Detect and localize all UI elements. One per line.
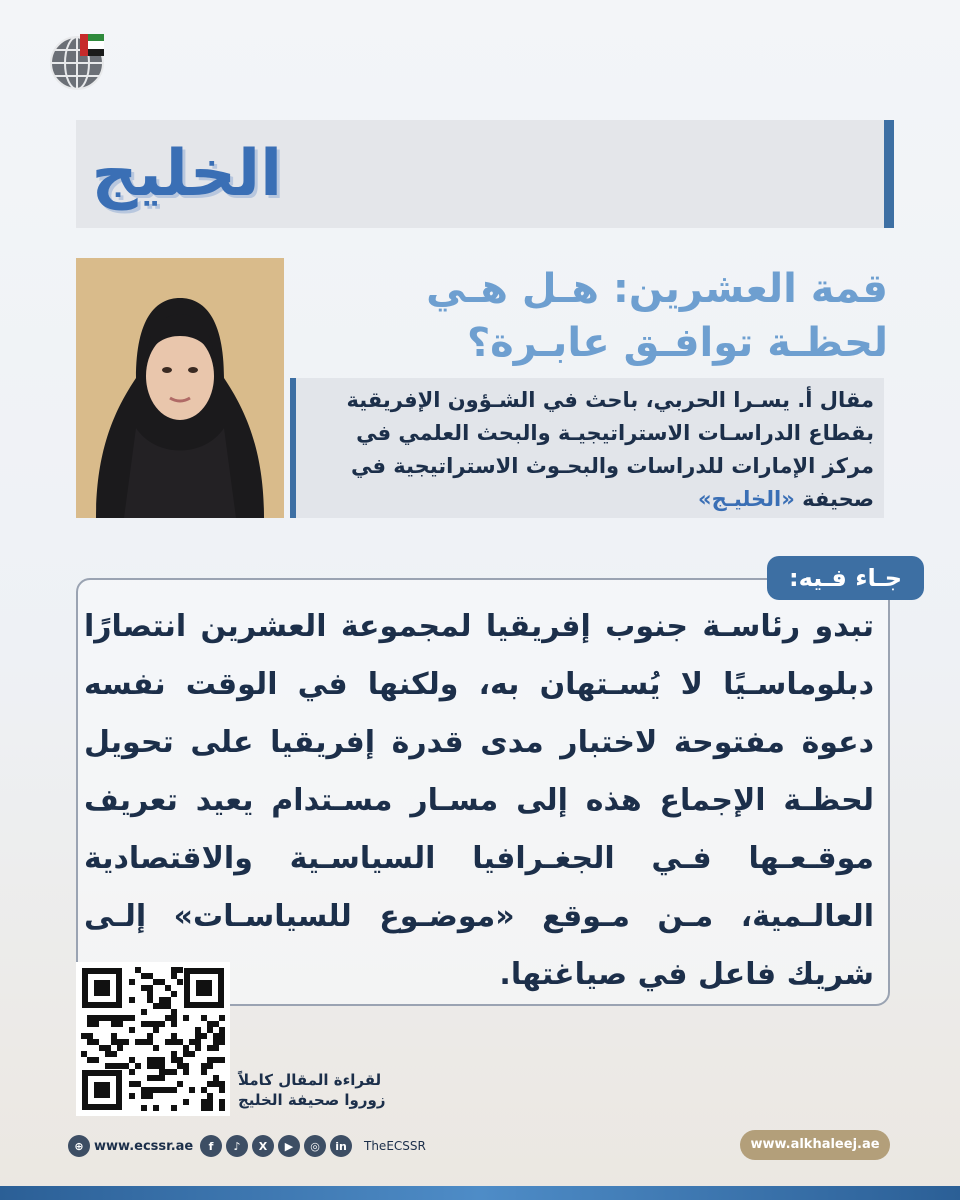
- byline-box: [290, 378, 884, 518]
- byline-paper-name: «الخليـج»: [698, 487, 795, 511]
- byline-accent-bar: [290, 378, 296, 518]
- instagram-icon[interactable]: ◎: [304, 1135, 326, 1157]
- footer-website-left-text: www.ecssr.ae: [94, 1138, 194, 1154]
- tiktok-icon[interactable]: ♪: [226, 1135, 248, 1157]
- globe-icon: ⊕: [68, 1135, 90, 1157]
- byline-text: [304, 384, 874, 516]
- author-portrait: [76, 258, 284, 518]
- alkhaleej-logo: الخليج: [91, 137, 282, 211]
- social-handle: TheECSSR: [364, 1139, 426, 1153]
- linkedin-icon[interactable]: in: [330, 1135, 352, 1157]
- masthead-accent-bar: [884, 120, 894, 228]
- footer-website-right[interactable]: www.alkhaleej.ae: [740, 1130, 890, 1160]
- x-icon[interactable]: X: [252, 1135, 274, 1157]
- qr-caption-line2: زوروا صحيفة الخليج: [238, 1091, 386, 1109]
- byline-main: مقال أ. يسـرا الحربي، باحث في الشـؤون الإفريقية بقطاع الدراسـات الاستراتيجيـة والبحث العلمي في مركز الإمارات للدراسات والبحـوث الاستراتيجية في صحيفة: [346, 388, 874, 511]
- quote-text: تبدو رئاسـة جنوب إفريقيا لمجموعة العشرين انتصارًا دبلوماسـيًا لا يُسـتهان به، ولكنها في الوقت نفسه دعوة مفتوحة لاختبار مدى قدرة إفريقيا على تحويل لحظـة الإجماع هذه إلى مسـار مسـتدام يعيد تعريف موقـعـها فـي الجغـرافيا السياسـية والاقتصادية العالـمية، مـن مـوقع «موضـوع للسياسـات» إلـى شريك فاعل في صياغتها.: [84, 609, 874, 992]
- quote-label: جـاء فـيه:: [767, 556, 924, 600]
- bottom-accent-strip: [0, 1186, 960, 1200]
- newspaper-masthead: [76, 120, 884, 228]
- footer-social-links: [200, 1132, 426, 1160]
- footer-website-left[interactable]: [68, 1132, 193, 1160]
- qr-caption-line1: لقراءة المقال كاملاً: [238, 1071, 382, 1089]
- footer: [0, 1128, 960, 1164]
- article-title: قمة العشرين: هـل هـي لحظـة توافـق عابـرة؟: [426, 266, 888, 366]
- ecssr-globe-logo: [46, 30, 108, 92]
- article-qr-code[interactable]: [76, 962, 230, 1116]
- facebook-icon[interactable]: f: [200, 1135, 222, 1157]
- youtube-icon[interactable]: ▶: [278, 1135, 300, 1157]
- qr-caption: [238, 1070, 438, 1110]
